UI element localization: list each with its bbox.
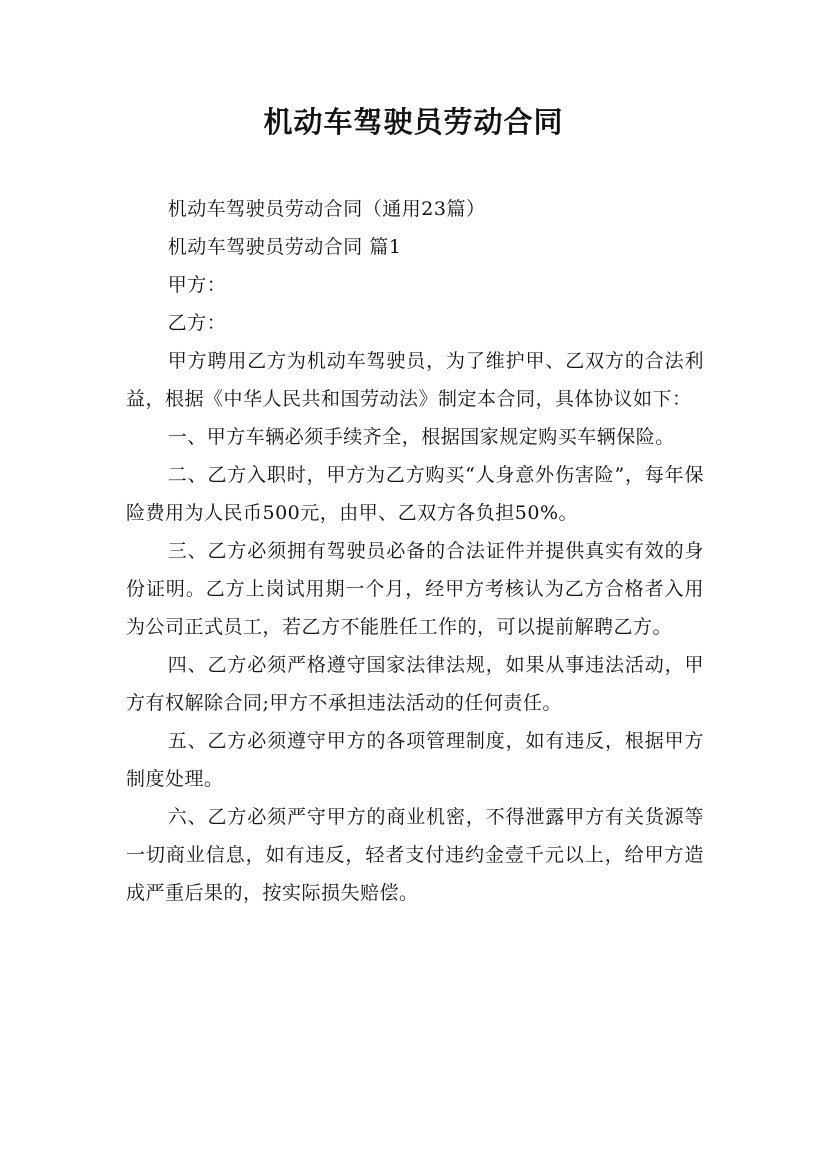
paragraph-clause-3: 三、乙方必须拥有驾驶员必备的合法证件并提供真实有效的身份证明。乙方上岗试用期一个月，经甲方考核认为乙方合格者入用为公司正式员工，若乙方不能胜任工作的，可以提前解聘乙方。 xyxy=(126,540,704,638)
paragraph-party-b: 乙方： xyxy=(167,312,227,334)
paragraph-subtitle: 机动车驾驶员劳动合同（通用23篇） xyxy=(167,198,486,220)
paragraph-intro: 甲方聘用乙方为机动车驾驶员，为了维护甲、乙双方的合法利益，根据《中华人民共和国劳动法》制定本合同，具体协议如下： xyxy=(126,350,704,410)
paragraph-clause-5: 五、乙方必须遵守甲方的各项管理制度，如有违反，根据甲方制度处理。 xyxy=(126,730,704,790)
paragraph-clause-1: 一、甲方车辆必须手续齐全，根据国家规定购买车辆保险。 xyxy=(167,426,675,448)
paragraph-clause-6: 六、乙方必须严守甲方的商业机密，不得泄露甲方有关货源等一切商业信息，如有违反，轻者支付违约金壹千元以上，给甲方造成严重后果的，按实际损失赔偿。 xyxy=(126,806,704,904)
paragraph-party-a: 甲方： xyxy=(167,274,227,296)
document-title: 机动车驾驶员劳动合同 xyxy=(263,105,564,139)
document-body xyxy=(126,190,704,912)
paragraph-clause-2: 二、乙方入职时，甲方为乙方购买“人身意外伤害险”，每年保险费用为人民币500元，由甲、乙双方各负担50%。 xyxy=(126,464,704,524)
paragraph-clause-4: 四、乙方必须严格遵守国家法律法规，如果从事违法活动，甲方有权解除合同;甲方不承担违法活动的任何责任。 xyxy=(126,654,704,714)
paragraph-section-heading: 机动车驾驶员劳动合同 篇1 xyxy=(167,236,402,258)
